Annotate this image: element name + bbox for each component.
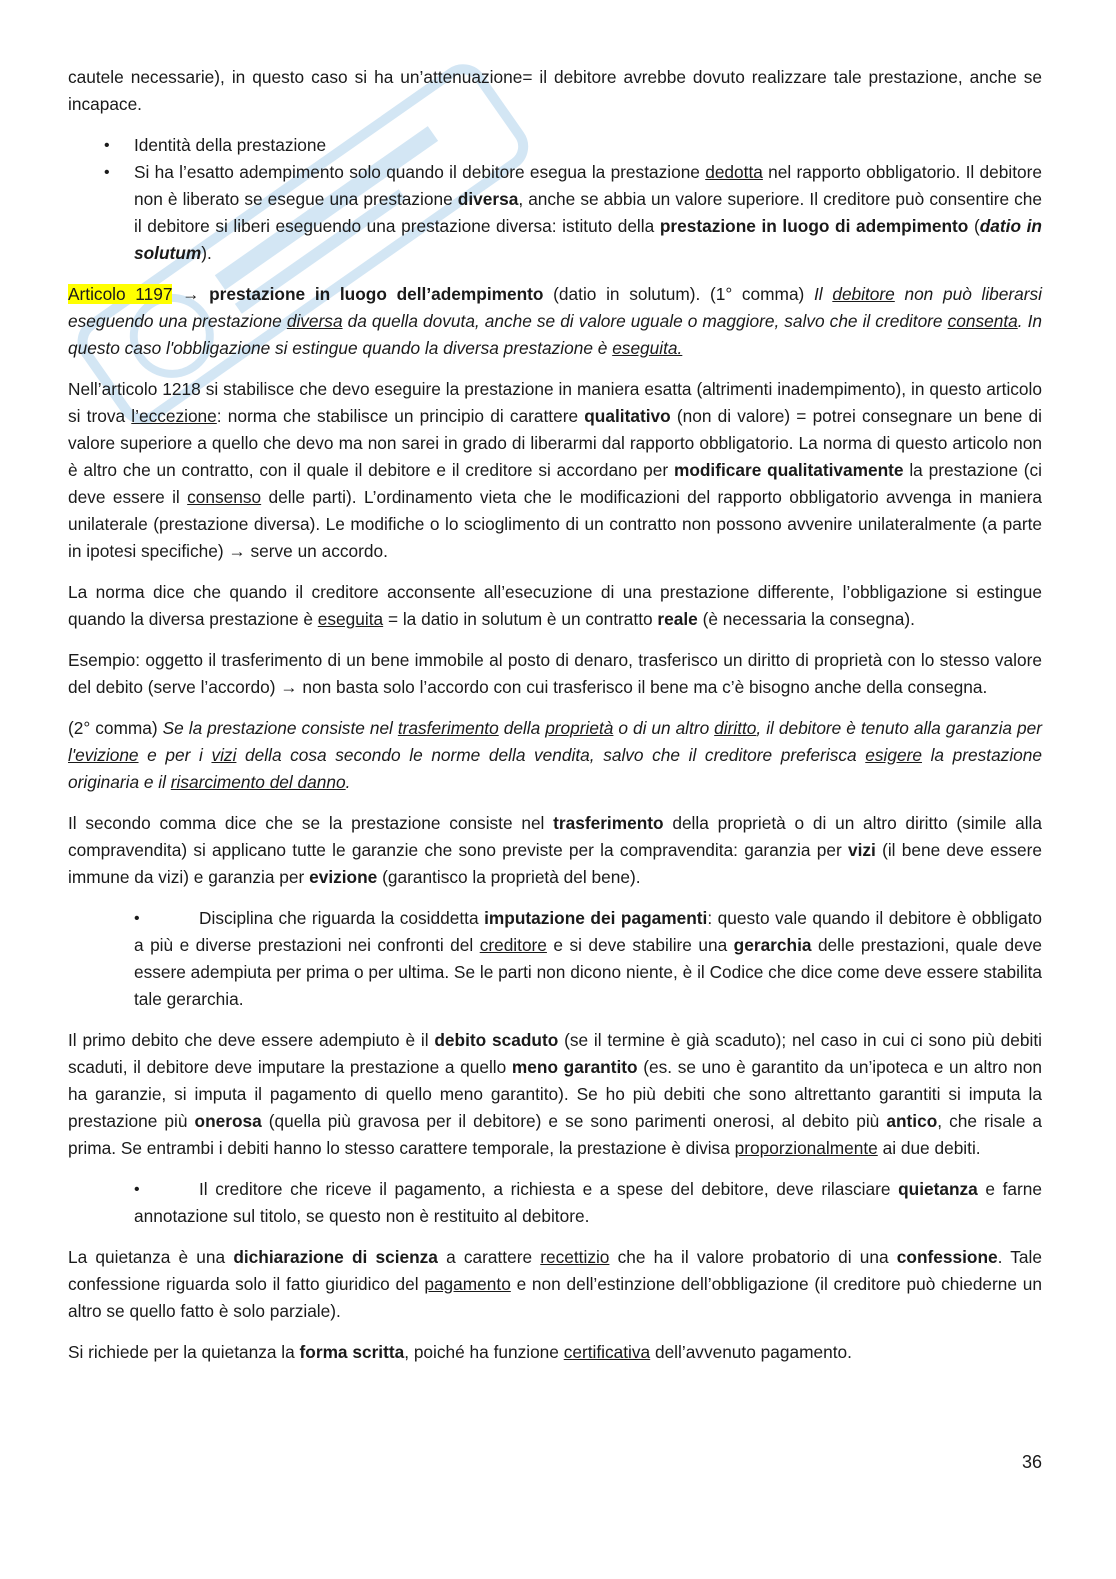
page-number: 36	[1021, 1452, 1042, 1472]
paragraph-article-1218: Nell’articolo 1218 si stabilisce che devo eseguire la prestazione in maniera esatta (altrimenti inadempimento), in questo articolo si trova l’eccezione: norma che stabilisce un principio di carattere qualitativo (non di valore) = potrei consegnare un bene di valore superiore a quello che devo ma non sarei in grado di liberarmi dal rapporto obbligatorio. La norma di questo articolo non è altro che un contratto, con il quale il debitore e il creditore si accordano per modificare qualitativamente la prestazione (ci deve essere il consenso delle parti). L’ordinamento vieta che le modificazioni del rapporto obbligatorio avvenga in maniera unilaterale (prestazione diversa). Le modifiche o lo scioglimento di un contratto non possono avvenire unilateralmente (a parte in ipotesi specifiche) → serve un accordo.	[68, 379, 1042, 561]
arrow-right-icon: →	[228, 541, 246, 561]
paragraph-quietanza: La quietanza è una dichiarazione di scienza a carattere recettizio che ha il valore probatorio di una confessione. Tale confessione riguarda solo il fatto giuridico del pagamento e non dell’estinzione dell’obbligazione (il creditore può chiederne un altro se quello fatto è solo parziale).	[68, 1247, 1042, 1321]
paragraph-intro: cautele necessarie), in questo caso si ha un’attenuazione= il debitore avrebbe dovuto realizzare tale prestazione, anche se incapace.	[68, 67, 1042, 114]
arrow-right-icon: →	[182, 284, 200, 304]
paragraph-comma-2: (2° comma) Se la prestazione consiste nel trasferimento della proprietà o di un altro diritto, il debitore è tenuto alla garanzia per l'evizione e per i vizi della cosa secondo le norme della vendita, salvo che il creditore preferisca esigere la prestazione originaria e il risarcimento del danno.	[68, 718, 1042, 792]
bullet-icon: •	[134, 910, 140, 927]
list-item: • Si ha l’esatto adempimento solo quando il debitore esegua la prestazione dedotta nel rapporto obbligatorio. Il debitore non è liberato se esegue una prestazione diversa, anche se abbia un valore superiore. Il creditore può consentire che il debitore si liberi eseguendo una prestazione diversa: istituto della prestazione in luogo di adempimento (datio in solutum).	[134, 159, 1042, 267]
list-item-quietanza: • Il creditore che riceve il pagamento, a richiesta e a spese del debitore, deve rilasciare quietanza e farne annotazione sul titolo, se questo non è restituito al debitore.	[68, 1176, 1042, 1230]
document-page	[68, 64, 1042, 1380]
article-label: Articolo 1197	[68, 284, 173, 304]
paragraph-article-1197: Articolo 1197 → prestazione in luogo dell’adempimento (datio in solutum). (1° comma) Il debitore non può liberarsi eseguendo una prestazione diversa da quella dovuta, anche se di valore uguale o maggiore, salvo che il creditore consenta. In questo caso l'obbligazione si estingue quando la diversa prestazione è eseguita.	[68, 284, 1042, 358]
arrow-right-icon: →	[280, 677, 298, 697]
paragraph-forma-scritta: Si richiede per la quietanza la forma scritta, poiché ha funzione certificativa dell’avvenuto pagamento.	[68, 1342, 852, 1362]
paragraph-norma: La norma dice che quando il creditore acconsente all’esecuzione di una prestazione differente, l’obbligazione si estingue quando la diversa prestazione è eseguita = la datio in solutum è un contratto reale (è necessaria la consegna).	[68, 582, 1042, 629]
paragraph-primo-debito: Il primo debito che deve essere adempiuto è il debito scaduto (se il termine è già scaduto); nel caso in cui ci sono più debiti scaduti, il debitore deve imputare la prestazione a quello meno garantito (es. se uno è garantito da un’ipoteca e un altro non ha garanzie, si imputa il pagamento di quello meno garantito). Se ho più debiti che sono altrettanto garantiti si imputa la prestazione più onerosa (quella più gravosa per il debitore) e se sono parimenti onerosi, al debito più antico, che risale a prima. Se entrambi i debiti hanno lo stesso carattere temporale, la prestazione è divisa proporzionalmente ai due debiti.	[68, 1030, 1042, 1158]
list-item-imputazione: • Disciplina che riguarda la cosiddetta imputazione dei pagamenti: questo vale quando il debitore è obbligato a più e diverse prestazioni nei confronti del creditore e si deve stabilire una gerarchia delle prestazioni, quale deve essere adempiuta per prima o per ultima. Se le parti non dicono niente, è il Codice che dice come deve essere stabilita tale gerarchia.	[68, 905, 1042, 1013]
bullet-icon: •	[134, 1181, 140, 1198]
paragraph-secondo-comma: Il secondo comma dice che se la prestazione consiste nel trasferimento della proprietà o di un altro diritto (simile alla compravendita) si applicano tutte le garanzie che sono previste per la compravendita: garanzia per vizi (il bene deve essere immune da vizi) e garanzia per evizione (garantisco la proprietà del bene).	[68, 813, 1043, 887]
paragraph-esempio: Esempio: oggetto il trasferimento di un bene immobile al posto di denaro, trasferisco un diritto di proprietà con lo stesso valore del debito (serve l’accordo) → non basta solo l’accordo con cui trasferisco il bene ma c’è bisogno anche della consegna.	[68, 650, 1042, 697]
list-item: • Identità della prestazione	[134, 132, 1042, 159]
bullet-list	[68, 132, 1042, 267]
